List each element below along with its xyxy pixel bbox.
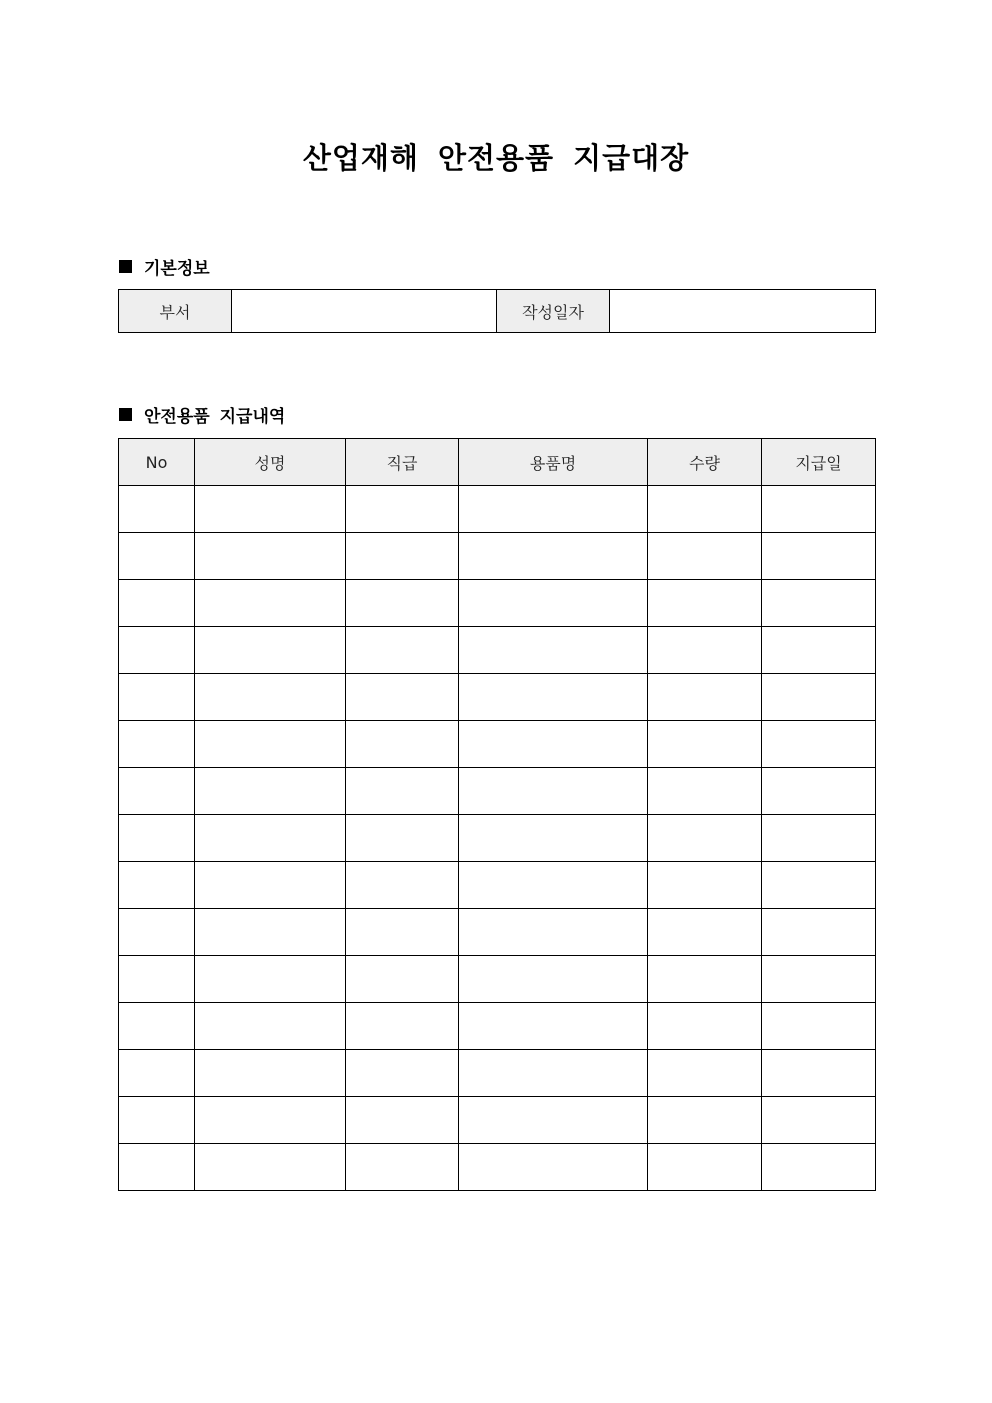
item-name-cell[interactable] [459, 486, 648, 533]
item-name-cell[interactable] [459, 1097, 648, 1144]
position-cell[interactable] [346, 862, 459, 909]
issue-date-cell[interactable] [762, 815, 876, 862]
position-cell[interactable] [346, 1144, 459, 1191]
table-row [119, 1050, 876, 1097]
name-cell[interactable] [195, 580, 346, 627]
position-cell[interactable] [346, 486, 459, 533]
column-header-no: No [119, 439, 195, 486]
issue-date-cell[interactable] [762, 580, 876, 627]
issue-date-cell[interactable] [762, 1050, 876, 1097]
position-cell[interactable] [346, 580, 459, 627]
date-written-label: 작성일자 [497, 290, 610, 333]
no-cell[interactable] [119, 909, 195, 956]
table-row [119, 627, 876, 674]
item-name-cell[interactable] [459, 815, 648, 862]
no-cell[interactable] [119, 1097, 195, 1144]
position-cell[interactable] [346, 533, 459, 580]
quantity-cell[interactable] [648, 486, 762, 533]
quantity-cell[interactable] [648, 580, 762, 627]
name-cell[interactable] [195, 721, 346, 768]
position-cell[interactable] [346, 768, 459, 815]
issue-date-cell[interactable] [762, 862, 876, 909]
position-cell[interactable] [346, 956, 459, 1003]
table-row [119, 486, 876, 533]
name-cell[interactable] [195, 627, 346, 674]
item-name-cell[interactable] [459, 721, 648, 768]
table-row [119, 1097, 876, 1144]
issue-date-cell[interactable] [762, 486, 876, 533]
quantity-cell[interactable] [648, 768, 762, 815]
position-cell[interactable] [346, 627, 459, 674]
no-cell[interactable] [119, 533, 195, 580]
no-cell[interactable] [119, 956, 195, 1003]
name-cell[interactable] [195, 1050, 346, 1097]
column-header-position: 직급 [346, 439, 459, 486]
name-cell[interactable] [195, 956, 346, 1003]
department-label: 부서 [119, 290, 232, 333]
document-title: 산업재해 안전용품 지급대장 [302, 141, 690, 175]
quantity-cell[interactable] [648, 956, 762, 1003]
no-cell[interactable] [119, 862, 195, 909]
no-cell[interactable] [119, 1003, 195, 1050]
no-cell[interactable] [119, 1050, 195, 1097]
square-bullet-icon [119, 408, 132, 421]
quantity-cell[interactable] [648, 815, 762, 862]
issue-date-cell[interactable] [762, 1003, 876, 1050]
quantity-cell[interactable] [648, 533, 762, 580]
table-row [119, 956, 876, 1003]
item-name-cell[interactable] [459, 909, 648, 956]
table-row [119, 815, 876, 862]
item-name-cell[interactable] [459, 1050, 648, 1097]
name-cell[interactable] [195, 1097, 346, 1144]
position-cell[interactable] [346, 721, 459, 768]
name-cell[interactable] [195, 1144, 346, 1191]
table-header-row [119, 439, 876, 486]
position-cell[interactable] [346, 1003, 459, 1050]
name-cell[interactable] [195, 1003, 346, 1050]
no-cell[interactable] [119, 627, 195, 674]
item-name-cell[interactable] [459, 674, 648, 721]
issue-date-cell[interactable] [762, 956, 876, 1003]
no-cell[interactable] [119, 486, 195, 533]
column-header-issue-date: 지급일 [762, 439, 876, 486]
position-cell[interactable] [346, 1097, 459, 1144]
name-cell[interactable] [195, 909, 346, 956]
quantity-cell[interactable] [648, 674, 762, 721]
item-name-cell[interactable] [459, 627, 648, 674]
no-cell[interactable] [119, 1144, 195, 1191]
table-row [119, 580, 876, 627]
item-name-cell[interactable] [459, 533, 648, 580]
issuance-heading-text: 안전용품 지급내역 [144, 407, 286, 427]
position-cell[interactable] [346, 1050, 459, 1097]
no-cell[interactable] [119, 674, 195, 721]
position-cell[interactable] [346, 909, 459, 956]
item-name-cell[interactable] [459, 1003, 648, 1050]
issue-date-cell[interactable] [762, 533, 876, 580]
table-row [119, 909, 876, 956]
issue-date-cell[interactable] [762, 721, 876, 768]
item-name-cell[interactable] [459, 580, 648, 627]
position-cell[interactable] [346, 815, 459, 862]
name-cell[interactable] [195, 815, 346, 862]
table-row [119, 533, 876, 580]
position-cell[interactable] [346, 674, 459, 721]
quantity-cell[interactable] [648, 1003, 762, 1050]
issuance-table [118, 438, 876, 1191]
issue-date-cell[interactable] [762, 909, 876, 956]
issue-date-cell[interactable] [762, 1097, 876, 1144]
table-row [119, 721, 876, 768]
name-cell[interactable] [195, 674, 346, 721]
table-row [119, 768, 876, 815]
quantity-cell[interactable] [648, 909, 762, 956]
issue-date-cell[interactable] [762, 674, 876, 721]
name-cell[interactable] [195, 533, 346, 580]
no-cell[interactable] [119, 721, 195, 768]
date-written-field[interactable] [610, 290, 876, 333]
name-cell[interactable] [195, 862, 346, 909]
quantity-cell[interactable] [648, 1050, 762, 1097]
issuance-heading [119, 402, 285, 427]
quantity-cell[interactable] [648, 1144, 762, 1191]
item-name-cell[interactable] [459, 956, 648, 1003]
quantity-cell[interactable] [648, 721, 762, 768]
quantity-cell[interactable] [648, 1097, 762, 1144]
table-row [119, 862, 876, 909]
name-cell[interactable] [195, 768, 346, 815]
quantity-cell[interactable] [648, 627, 762, 674]
item-name-cell[interactable] [459, 1144, 648, 1191]
no-cell[interactable] [119, 815, 195, 862]
column-header-quantity: 수량 [648, 439, 762, 486]
issue-date-cell[interactable] [762, 627, 876, 674]
issue-date-cell[interactable] [762, 1144, 876, 1191]
item-name-cell[interactable] [459, 768, 648, 815]
column-header-name: 성명 [195, 439, 346, 486]
issue-date-cell[interactable] [762, 768, 876, 815]
square-bullet-icon [119, 260, 132, 273]
department-field[interactable] [232, 290, 497, 333]
quantity-cell[interactable] [648, 862, 762, 909]
basic-info-table [118, 289, 876, 333]
table-row [119, 674, 876, 721]
no-cell[interactable] [119, 768, 195, 815]
basic-info-heading [119, 254, 210, 279]
table-row [119, 1144, 876, 1191]
basic-info-heading-text: 기본정보 [144, 259, 210, 279]
table-row [119, 1003, 876, 1050]
item-name-cell[interactable] [459, 862, 648, 909]
name-cell[interactable] [195, 486, 346, 533]
column-header-item-name: 용품명 [459, 439, 648, 486]
no-cell[interactable] [119, 580, 195, 627]
